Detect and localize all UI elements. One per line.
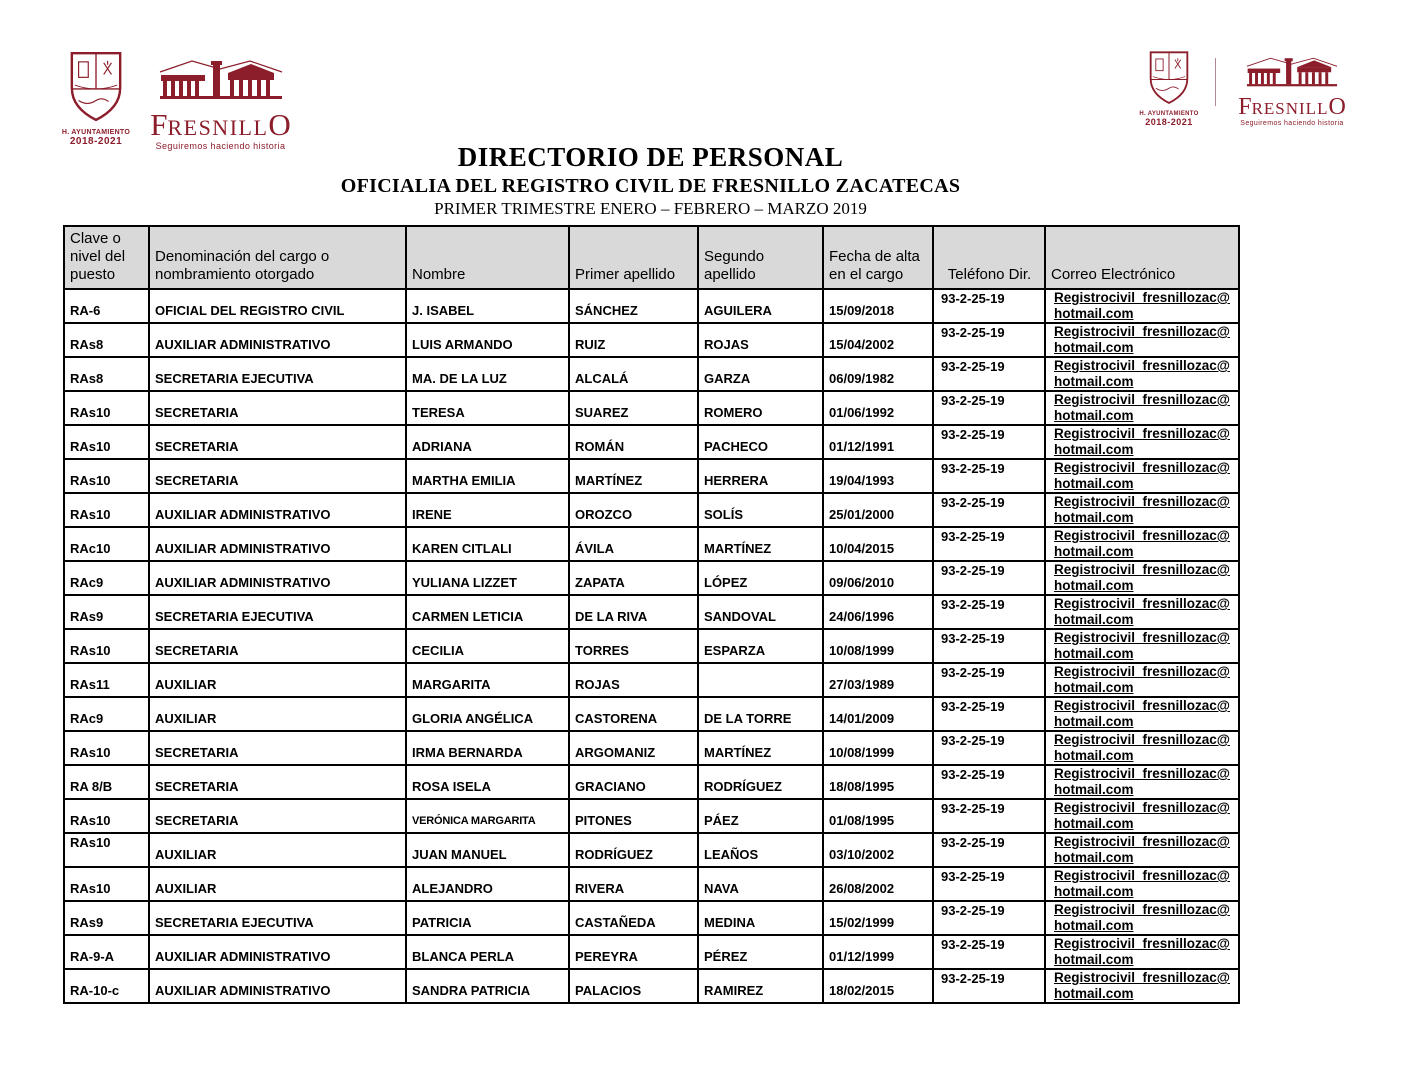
cell-cargo: AUXILIAR ADMINISTRATIVO bbox=[149, 969, 406, 1003]
cell-telefono: 93-2-25-19 bbox=[933, 799, 1045, 833]
document-titles bbox=[63, 142, 1238, 219]
email-link[interactable]: Registrocivil_fresnillozac@ hotmail.com bbox=[1054, 970, 1230, 1001]
cell-cargo: AUXILIAR ADMINISTRATIVO bbox=[149, 935, 406, 969]
fresnillo-wordmark bbox=[138, 109, 303, 140]
table-row bbox=[64, 663, 1239, 697]
cell-fecha-alta: 18/02/2015 bbox=[823, 969, 933, 1003]
shield-icon bbox=[1147, 50, 1191, 106]
cell-nombre: KAREN CITLALI bbox=[406, 527, 569, 561]
cell-segundo-apellido: ESPARZA bbox=[698, 629, 823, 663]
cell-segundo-apellido: AGUILERA bbox=[698, 289, 823, 323]
cell-primer-apellido: GRACIANO bbox=[569, 765, 698, 799]
table-header-row bbox=[64, 226, 1239, 289]
cell-segundo-apellido: SANDOVAL bbox=[698, 595, 823, 629]
table-row bbox=[64, 323, 1239, 357]
email-link[interactable]: Registrocivil_fresnillozac@ hotmail.com bbox=[1054, 834, 1230, 865]
cell-clave: RAs11 bbox=[64, 663, 149, 697]
table-row bbox=[64, 969, 1239, 1003]
cell-correo[interactable] bbox=[1045, 323, 1239, 357]
cell-fecha-alta: 10/08/1999 bbox=[823, 731, 933, 765]
left-municipal-seal bbox=[56, 50, 136, 147]
cell-segundo-apellido: PÁEZ bbox=[698, 799, 823, 833]
cell-primer-apellido: ZAPATA bbox=[569, 561, 698, 595]
cell-clave: RAs8 bbox=[64, 323, 149, 357]
cell-correo[interactable] bbox=[1045, 663, 1239, 697]
email-link[interactable]: Registrocivil_fresnillozac@ hotmail.com bbox=[1054, 664, 1230, 695]
shield-icon bbox=[67, 50, 125, 124]
cell-segundo-apellido: GARZA bbox=[698, 357, 823, 391]
cell-correo[interactable] bbox=[1045, 289, 1239, 323]
cell-primer-apellido: ROMÁN bbox=[569, 425, 698, 459]
wordmark-first-letter: F bbox=[1238, 94, 1252, 120]
cell-clave: RAc9 bbox=[64, 561, 149, 595]
right-municipal-seal bbox=[1138, 50, 1200, 127]
cell-fecha-alta: 15/04/2002 bbox=[823, 323, 933, 357]
cell-cargo: AUXILIAR bbox=[149, 697, 406, 731]
cell-clave: RA-6 bbox=[64, 289, 149, 323]
cell-clave: RAs9 bbox=[64, 901, 149, 935]
cell-clave: RAs10 bbox=[64, 799, 149, 833]
cell-primer-apellido: PEREYRA bbox=[569, 935, 698, 969]
cell-segundo-apellido: HERRERA bbox=[698, 459, 823, 493]
cell-nombre: TERESA bbox=[406, 391, 569, 425]
left-fresnillo-logo bbox=[138, 58, 303, 151]
cell-telefono: 93-2-25-19 bbox=[933, 731, 1045, 765]
cell-cargo: SECRETARIA bbox=[149, 765, 406, 799]
cell-fecha-alta: 09/06/2010 bbox=[823, 561, 933, 595]
column-header-1: Denominación del cargo o nombramiento otorgado bbox=[149, 226, 406, 289]
cell-cargo: AUXILIAR ADMINISTRATIVO bbox=[149, 561, 406, 595]
cell-primer-apellido: RUIZ bbox=[569, 323, 698, 357]
cell-clave: RAc9 bbox=[64, 697, 149, 731]
cell-segundo-apellido: MARTÍNEZ bbox=[698, 731, 823, 765]
cell-primer-apellido: CASTORENA bbox=[569, 697, 698, 731]
table-row bbox=[64, 697, 1239, 731]
cell-fecha-alta: 06/09/1982 bbox=[823, 357, 933, 391]
left-seal-caption: H. AYUNTAMIENTO bbox=[61, 129, 131, 136]
table-row bbox=[64, 357, 1239, 391]
cell-cargo: AUXILIAR ADMINISTRATIVO bbox=[149, 323, 406, 357]
cell-cargo: SECRETARIA bbox=[149, 391, 406, 425]
email-link[interactable]: Registrocivil_fresnillozac@ hotmail.com bbox=[1054, 936, 1230, 967]
table-row bbox=[64, 867, 1239, 901]
cell-primer-apellido: RODRÍGUEZ bbox=[569, 833, 698, 867]
cell-segundo-apellido: PACHECO bbox=[698, 425, 823, 459]
cell-telefono: 93-2-25-19 bbox=[933, 527, 1045, 561]
cell-nombre: CARMEN LETICIA bbox=[406, 595, 569, 629]
cell-fecha-alta: 03/10/2002 bbox=[823, 833, 933, 867]
cell-segundo-apellido: ROMERO bbox=[698, 391, 823, 425]
email-link[interactable]: Registrocivil_fresnillozac@ hotmail.com bbox=[1054, 324, 1230, 355]
table-row bbox=[64, 901, 1239, 935]
cell-segundo-apellido: MARTÍNEZ bbox=[698, 527, 823, 561]
cell-telefono: 93-2-25-19 bbox=[933, 289, 1045, 323]
cell-telefono: 93-2-25-19 bbox=[933, 969, 1045, 1003]
cell-clave: RAs10 bbox=[64, 425, 149, 459]
wordmark-mid-letters: RESNILL bbox=[167, 115, 269, 140]
cell-telefono: 93-2-25-19 bbox=[933, 425, 1045, 459]
cell-cargo: SECRETARIA bbox=[149, 629, 406, 663]
cell-primer-apellido: ALCALÁ bbox=[569, 357, 698, 391]
cell-clave: RAs9 bbox=[64, 595, 149, 629]
cell-clave: RAs10 bbox=[64, 833, 149, 867]
column-header-2: Nombre bbox=[406, 226, 569, 289]
cell-cargo: SECRETARIA bbox=[149, 799, 406, 833]
cell-telefono: 93-2-25-19 bbox=[933, 697, 1045, 731]
cell-fecha-alta: 14/01/2009 bbox=[823, 697, 933, 731]
cell-segundo-apellido: DE LA TORRE bbox=[698, 697, 823, 731]
cell-nombre: ROSA ISELA bbox=[406, 765, 569, 799]
cell-correo[interactable] bbox=[1045, 595, 1239, 629]
cell-clave: RA 8/B bbox=[64, 765, 149, 799]
table-row bbox=[64, 459, 1239, 493]
email-link[interactable]: Registrocivil_fresnillozac@ hotmail.com bbox=[1054, 698, 1230, 729]
cell-fecha-alta: 25/01/2000 bbox=[823, 493, 933, 527]
cell-fecha-alta: 26/08/2002 bbox=[823, 867, 933, 901]
cell-nombre: MARTHA EMILIA bbox=[406, 459, 569, 493]
cell-clave: RAs10 bbox=[64, 731, 149, 765]
cell-cargo: AUXILIAR ADMINISTRATIVO bbox=[149, 527, 406, 561]
page-title: DIRECTORIO DE PERSONAL bbox=[457, 142, 844, 172]
cell-telefono: 93-2-25-19 bbox=[933, 595, 1045, 629]
fresnillo-tagline: Seguiremos haciendo historia bbox=[1240, 120, 1344, 127]
column-header-3: Primer apellido bbox=[569, 226, 698, 289]
table-row bbox=[64, 391, 1239, 425]
cell-segundo-apellido: MEDINA bbox=[698, 901, 823, 935]
cell-primer-apellido: SUAREZ bbox=[569, 391, 698, 425]
fresnillo-wordmark bbox=[1228, 95, 1356, 119]
cell-clave: RA-10-c bbox=[64, 969, 149, 1003]
cell-nombre: LUIS ARMANDO bbox=[406, 323, 569, 357]
column-header-7: Correo Electrónico bbox=[1045, 226, 1239, 289]
cell-correo[interactable] bbox=[1045, 527, 1239, 561]
cell-fecha-alta: 10/04/2015 bbox=[823, 527, 933, 561]
email-link[interactable]: Registrocivil_fresnillozac@ hotmail.com bbox=[1054, 868, 1230, 899]
cell-primer-apellido: ROJAS bbox=[569, 663, 698, 697]
cell-clave: RAs8 bbox=[64, 357, 149, 391]
table-row bbox=[64, 493, 1239, 527]
wordmark-first-letter: F bbox=[150, 107, 168, 142]
cell-primer-apellido: DE LA RIVA bbox=[569, 595, 698, 629]
cell-correo[interactable] bbox=[1045, 493, 1239, 527]
cell-nombre: GLORIA ANGÉLICA bbox=[406, 697, 569, 731]
email-link[interactable]: Registrocivil_fresnillozac@ hotmail.com bbox=[1054, 358, 1230, 389]
cell-telefono: 93-2-25-19 bbox=[933, 901, 1045, 935]
cell-correo[interactable] bbox=[1045, 629, 1239, 663]
cell-nombre: BLANCA PERLA bbox=[406, 935, 569, 969]
cell-segundo-apellido: PÉREZ bbox=[698, 935, 823, 969]
table-row bbox=[64, 765, 1239, 799]
cell-primer-apellido: ÁVILA bbox=[569, 527, 698, 561]
cell-telefono: 93-2-25-19 bbox=[933, 833, 1045, 867]
cell-cargo: SECRETARIA bbox=[149, 731, 406, 765]
cell-fecha-alta: 24/06/1996 bbox=[823, 595, 933, 629]
cell-correo[interactable] bbox=[1045, 731, 1239, 765]
email-link[interactable]: Registrocivil_fresnillozac@ hotmail.com bbox=[1054, 494, 1230, 525]
cell-nombre: MA. DE LA LUZ bbox=[406, 357, 569, 391]
email-link[interactable]: Registrocivil_fresnillozac@ hotmail.com bbox=[1054, 290, 1230, 321]
cell-primer-apellido: ARGOMANIZ bbox=[569, 731, 698, 765]
personnel-directory-table bbox=[63, 225, 1240, 1004]
email-link[interactable]: Registrocivil_fresnillozac@ hotmail.com bbox=[1054, 562, 1230, 593]
cell-segundo-apellido: LEAÑOS bbox=[698, 833, 823, 867]
email-link[interactable]: Registrocivil_fresnillozac@ hotmail.com bbox=[1054, 766, 1230, 797]
cell-fecha-alta: 15/09/2018 bbox=[823, 289, 933, 323]
cell-nombre: J. ISABEL bbox=[406, 289, 569, 323]
cell-fecha-alta: 01/12/1999 bbox=[823, 935, 933, 969]
table-row bbox=[64, 833, 1239, 867]
cell-correo[interactable] bbox=[1045, 935, 1239, 969]
cell-primer-apellido: TORRES bbox=[569, 629, 698, 663]
cell-nombre: ALEJANDRO bbox=[406, 867, 569, 901]
cell-clave: RAs10 bbox=[64, 629, 149, 663]
cell-primer-apellido: PITONES bbox=[569, 799, 698, 833]
table-row bbox=[64, 595, 1239, 629]
column-header-6: Teléfono Dir. bbox=[933, 226, 1045, 289]
cell-clave: RAs10 bbox=[64, 493, 149, 527]
wordmark-mid-letters: RESNILL bbox=[1251, 99, 1329, 118]
wordmark-last-letter: O bbox=[1328, 94, 1346, 120]
email-link[interactable]: Registrocivil_fresnillozac@ hotmail.com bbox=[1054, 426, 1230, 457]
cell-nombre: YULIANA LIZZET bbox=[406, 561, 569, 595]
email-link[interactable]: Registrocivil_fresnillozac@ hotmail.com bbox=[1054, 732, 1230, 763]
table-row bbox=[64, 629, 1239, 663]
email-link[interactable]: Registrocivil_fresnillozac@ hotmail.com bbox=[1054, 392, 1230, 423]
right-fresnillo-logo bbox=[1228, 56, 1356, 127]
cell-correo[interactable] bbox=[1045, 391, 1239, 425]
email-link[interactable]: Registrocivil_fresnillozac@ hotmail.com bbox=[1054, 902, 1230, 933]
column-header-4: Segundo apellido bbox=[698, 226, 823, 289]
table-row bbox=[64, 425, 1239, 459]
cell-correo[interactable] bbox=[1045, 969, 1239, 1003]
table-row bbox=[64, 731, 1239, 765]
cell-cargo: OFICIAL DEL REGISTRO CIVIL bbox=[149, 289, 406, 323]
cell-cargo: SECRETARIA EJECUTIVA bbox=[149, 357, 406, 391]
cell-primer-apellido: PALACIOS bbox=[569, 969, 698, 1003]
bridge-icon bbox=[158, 58, 284, 104]
cell-cargo: AUXILIAR bbox=[149, 867, 406, 901]
right-seal-caption: H. AYUNTAMIENTO bbox=[1139, 111, 1199, 117]
cell-clave: RAs10 bbox=[64, 391, 149, 425]
cell-nombre: MARGARITA bbox=[406, 663, 569, 697]
cell-primer-apellido: CASTAÑEDA bbox=[569, 901, 698, 935]
column-header-5: Fecha de alta en el cargo bbox=[823, 226, 933, 289]
cell-telefono: 93-2-25-19 bbox=[933, 935, 1045, 969]
cell-telefono: 93-2-25-19 bbox=[933, 493, 1045, 527]
cell-telefono: 93-2-25-19 bbox=[933, 765, 1045, 799]
fresnillo-tagline: Seguiremos haciendo historia bbox=[155, 141, 286, 151]
cell-cargo: AUXILIAR ADMINISTRATIVO bbox=[149, 493, 406, 527]
cell-correo[interactable] bbox=[1045, 867, 1239, 901]
cell-nombre: SANDRA PATRICIA bbox=[406, 969, 569, 1003]
email-link[interactable]: Registrocivil_fresnillozac@ hotmail.com bbox=[1054, 800, 1230, 831]
cell-segundo-apellido: RAMIREZ bbox=[698, 969, 823, 1003]
table-row bbox=[64, 561, 1239, 595]
cell-clave: RA-9-A bbox=[64, 935, 149, 969]
left-seal-years: 2018-2021 bbox=[69, 136, 123, 147]
cell-segundo-apellido: SOLÍS bbox=[698, 493, 823, 527]
cell-correo[interactable] bbox=[1045, 697, 1239, 731]
cell-telefono: 93-2-25-19 bbox=[933, 629, 1045, 663]
cell-nombre: JUAN MANUEL bbox=[406, 833, 569, 867]
cell-correo[interactable] bbox=[1045, 459, 1239, 493]
cell-nombre: IRENE bbox=[406, 493, 569, 527]
email-link[interactable]: Registrocivil_fresnillozac@ hotmail.com bbox=[1054, 528, 1230, 559]
cell-primer-apellido: SÁNCHEZ bbox=[569, 289, 698, 323]
column-header-0: Clave o nivel del puesto bbox=[64, 226, 149, 289]
cell-fecha-alta: 19/04/1993 bbox=[823, 459, 933, 493]
cell-cargo: SECRETARIA bbox=[149, 425, 406, 459]
cell-cargo: AUXILIAR bbox=[149, 833, 406, 867]
page-subtitle: OFICIALIA DEL REGISTRO CIVIL DE FRESNILLO ZACATECAS bbox=[340, 175, 961, 197]
cell-correo[interactable] bbox=[1045, 425, 1239, 459]
cell-fecha-alta: 01/12/1991 bbox=[823, 425, 933, 459]
table-row bbox=[64, 289, 1239, 323]
email-link[interactable]: Registrocivil_fresnillozac@ hotmail.com bbox=[1054, 460, 1230, 491]
table-row bbox=[64, 799, 1239, 833]
cell-cargo: SECRETARIA EJECUTIVA bbox=[149, 595, 406, 629]
cell-correo[interactable] bbox=[1045, 357, 1239, 391]
wordmark-last-letter: O bbox=[268, 107, 291, 142]
cell-nombre: ADRIANA bbox=[406, 425, 569, 459]
cell-correo[interactable] bbox=[1045, 799, 1239, 833]
cell-segundo-apellido: LÓPEZ bbox=[698, 561, 823, 595]
cell-clave: RAs10 bbox=[64, 459, 149, 493]
bridge-icon bbox=[1244, 56, 1340, 90]
cell-correo[interactable] bbox=[1045, 833, 1239, 867]
cell-clave: RAc10 bbox=[64, 527, 149, 561]
cell-nombre: IRMA BERNARDA bbox=[406, 731, 569, 765]
table-row bbox=[64, 527, 1239, 561]
cell-nombre: CECILIA bbox=[406, 629, 569, 663]
cell-correo[interactable] bbox=[1045, 765, 1239, 799]
cell-segundo-apellido: ROJAS bbox=[698, 323, 823, 357]
cell-cargo: AUXILIAR bbox=[149, 663, 406, 697]
page-period: PRIMER TRIMESTRE ENERO – FEBRERO – MARZO 2019 bbox=[434, 199, 867, 218]
cell-telefono: 93-2-25-19 bbox=[933, 663, 1045, 697]
cell-cargo: SECRETARIA EJECUTIVA bbox=[149, 901, 406, 935]
cell-nombre: VERÓNICA MARGARITA bbox=[406, 799, 569, 833]
cell-fecha-alta: 01/08/1995 bbox=[823, 799, 933, 833]
cell-clave: RAs10 bbox=[64, 867, 149, 901]
cell-primer-apellido: RIVERA bbox=[569, 867, 698, 901]
cell-fecha-alta: 10/08/1999 bbox=[823, 629, 933, 663]
email-link[interactable]: Registrocivil_fresnillozac@ hotmail.com bbox=[1054, 596, 1230, 627]
cell-correo[interactable] bbox=[1045, 561, 1239, 595]
logo-divider bbox=[1215, 58, 1216, 106]
cell-telefono: 93-2-25-19 bbox=[933, 561, 1045, 595]
cell-segundo-apellido: NAVA bbox=[698, 867, 823, 901]
cell-correo[interactable] bbox=[1045, 901, 1239, 935]
cell-telefono: 93-2-25-19 bbox=[933, 459, 1045, 493]
cell-telefono: 93-2-25-19 bbox=[933, 391, 1045, 425]
cell-fecha-alta: 01/06/1992 bbox=[823, 391, 933, 425]
cell-cargo: SECRETARIA bbox=[149, 459, 406, 493]
cell-telefono: 93-2-25-19 bbox=[933, 867, 1045, 901]
right-seal-years: 2018-2021 bbox=[1145, 117, 1193, 127]
cell-fecha-alta: 18/08/1995 bbox=[823, 765, 933, 799]
email-link[interactable]: Registrocivil_fresnillozac@ hotmail.com bbox=[1054, 630, 1230, 661]
cell-fecha-alta: 15/02/1999 bbox=[823, 901, 933, 935]
cell-nombre: PATRICIA bbox=[406, 901, 569, 935]
cell-primer-apellido: OROZCO bbox=[569, 493, 698, 527]
cell-segundo-apellido bbox=[698, 663, 823, 697]
cell-telefono: 93-2-25-19 bbox=[933, 357, 1045, 391]
cell-fecha-alta: 27/03/1989 bbox=[823, 663, 933, 697]
cell-telefono: 93-2-25-19 bbox=[933, 323, 1045, 357]
cell-primer-apellido: MARTÍNEZ bbox=[569, 459, 698, 493]
cell-segundo-apellido: RODRÍGUEZ bbox=[698, 765, 823, 799]
table-row bbox=[64, 935, 1239, 969]
